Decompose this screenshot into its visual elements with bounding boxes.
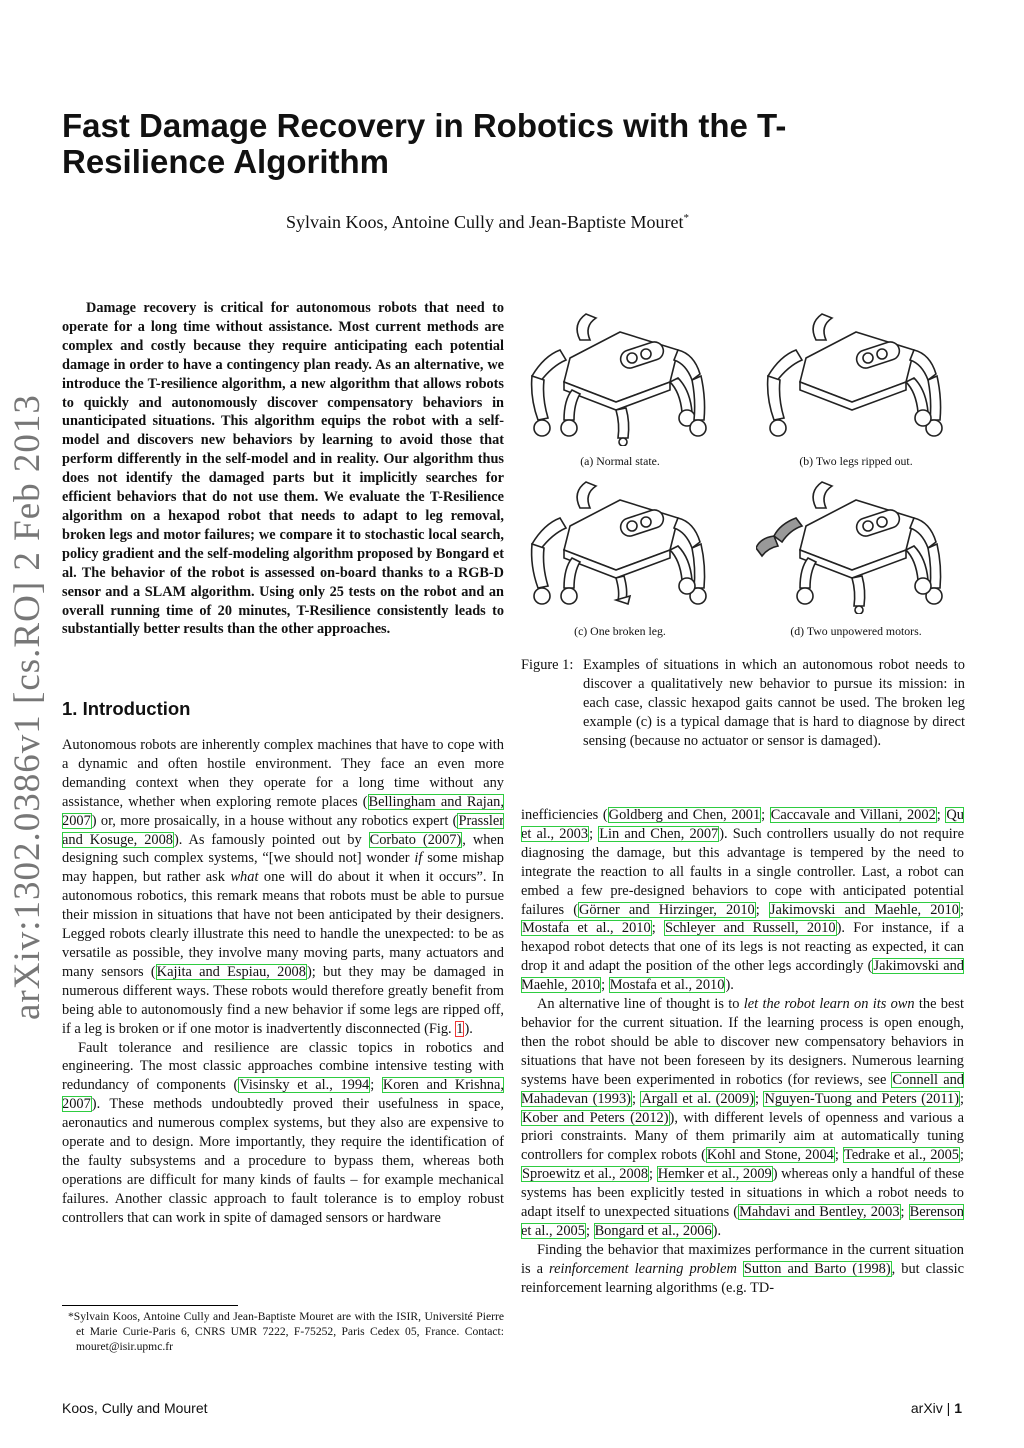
paper-title: Fast Damage Recovery in Robotics with the T-Resilience Algorithm bbox=[62, 107, 787, 180]
author-footnote-mark[interactable]: * bbox=[683, 212, 689, 224]
citation-link[interactable]: Koren and Krishna, 2007 bbox=[62, 1077, 504, 1113]
paragraph: inefficiencies (Goldberg and Chen, 2001; Caccavale and Villani, 2002; Qu et al., 2003; Lin and Chen, 2007). Such controllers usually do not require diagnosing the damage, but this advantage is tempered by the need to integrate the reaction to all faults in a single controller. Last, a robot can embed a few pre-designed behaviors to cope with anticipated potential failures (Görner and Hirzinger, 2010; Jakimovski and Maehle, 2010; Mostafa et al., 2010; Schleyer and Russell, 2010). For instance, if a hexapod robot detects that one of its legs is not reacting as expected, it can drop it and adapt the position of the other legs accordingly (Jakimovski and Maehle, 2010; Mostafa et al., 2010). bbox=[521, 807, 965, 994]
citation-link[interactable]: Tedrake et al., 2005 bbox=[843, 1147, 960, 1164]
hexapod-robot-unpowered-motors-image bbox=[756, 478, 956, 614]
citation-link[interactable]: Mostafa et al., 2010 bbox=[609, 977, 725, 994]
citation-link[interactable]: Qu et al., 2003 bbox=[521, 807, 964, 842]
paragraph: Autonomous robots are inherently complex machines that have to cope with a dynamic and often hostile environment. They face an even more demanding context when they operate for a long time without any assistance, whether when exploring remote places (Bellingham and Rajan, 2007) or, more prosaically, in a house without any robotics expert (Prassler and Kosuge, 2008). As famously pointed out by Corbato (2007), when designing such complex systems, “[we should not] wonder if some mishap may happen, but rather ask what one will do about it when it occurs”. In autonomous robotics, this remark means that robots must be able to pursue their mission in situations that have not been anticipated by their designers. Legged robots clearly illustrate this need to handle the unexpected: to be as versatile as possible, they involve many moving parts, many actuators and many sensors (Kajita and Espiau, 2008); but they may be damaged in numerous different ways. These robots would therefore greatly benefit from being able to autonomously find a new behavior if some legs are ripped off, if a leg is broken or if one motor is inadvertently disconnected (Fig. 1). bbox=[62, 737, 504, 1037]
citation-link[interactable]: Kajita and Espiau, 2008 bbox=[156, 963, 306, 980]
citation-link[interactable]: Kohl and Stone, 2004 bbox=[706, 1147, 834, 1164]
citation-link[interactable]: Bellingham and Rajan, 2007 bbox=[62, 793, 504, 829]
citation-link[interactable]: Sproewitz et al., 2008 bbox=[522, 1166, 649, 1183]
abstract: Damage recovery is critical for autonomous robots that need to operate for a long time without assistance. Most current methods are complex and costly because they require anticipating each potential damage in order to have a contingency plan ready. As an alternative, we introduce the T-resilience algorithm, a new algorithm that allows robots to quickly and autonomously discover compensatory behaviors in unanticipated situations. This algorithm equips the robot with a self-model and discovers new behaviors by learning to avoid those that perform differently in the self-model and in reality. Our algorithm thus does not identify the damaged parts but it implicitly searches for efficient behaviors that do not use them. We evaluate the T-Resilience algorithm on a hexapod robot that needs to adapt to leg removal, broken legs and motor failures; we compare it to stochastic local search, policy gradient and the self-modeling algorithm proposed by Bongard et al. The behavior of the robot is assessed on-board thanks to a RGB-D sensor and a SLAM algorithm. Using only 25 tests on the robot and an overall running time of 20 minutes, T-Resilience consistently leads to substantially better results than the other approaches. bbox=[62, 300, 504, 638]
citation-link[interactable]: Berenson et al., 2005 bbox=[521, 1204, 964, 1239]
citation-link[interactable]: Sutton and Barto (1998) bbox=[743, 1260, 891, 1277]
footer-venue: arXiv bbox=[910, 1400, 943, 1416]
paragraph: Finding the behavior that maximizes performance in the current situation is a reinforcement learning problem Sutton and Barto (1998), but classic reinforcement learning algorithms (e.g. TD- bbox=[521, 1241, 965, 1296]
figure-label: Figure 1: bbox=[521, 657, 574, 673]
citation-link[interactable]: Schleyer and Russell, 2010 bbox=[664, 920, 836, 937]
citation-link[interactable]: Visinsky et al., 1994 bbox=[239, 1077, 370, 1094]
page-number: 1 bbox=[954, 1400, 962, 1416]
citation-link[interactable]: Mahdavi and Bentley, 2003 bbox=[739, 1204, 900, 1221]
citation-link[interactable]: Caccavale and Villani, 2002 bbox=[770, 807, 936, 823]
footer-page-info bbox=[911, 1400, 962, 1416]
hexapod-robot-two-legs-removed-image bbox=[756, 310, 956, 446]
section-number: 1. bbox=[62, 698, 78, 719]
hexapod-robot-broken-leg-image bbox=[520, 478, 720, 614]
citation-link[interactable]: Lin and Chen, 2007 bbox=[599, 825, 719, 842]
citation-link[interactable]: Jakimovski and Maehle, 2010 bbox=[521, 958, 965, 994]
figure-1 bbox=[520, 300, 965, 650]
subcaption-c: (c) One broken leg. bbox=[574, 624, 666, 638]
citation-link[interactable]: Goldberg and Chen, 2001 bbox=[608, 807, 761, 823]
authors-text: Sylvain Koos, Antoine Cully and Jean-Baptiste Mouret bbox=[286, 212, 684, 232]
figure-caption bbox=[521, 656, 965, 751]
citation-link[interactable]: Corbato (2007) bbox=[369, 831, 462, 848]
citation-link[interactable]: Prassler and Kosuge, 2008 bbox=[62, 812, 504, 848]
hexapod-robot-normal-image bbox=[520, 310, 720, 446]
right-column-text bbox=[521, 806, 964, 1298]
citation-link[interactable]: Kober and Peters (2012) bbox=[522, 1109, 669, 1126]
citation-link[interactable]: Connell and Mahadevan (1993) bbox=[521, 1071, 964, 1107]
citation-link[interactable]: Jakimovski and Maehle, 2010 bbox=[769, 901, 959, 918]
citation-link[interactable]: Bongard et al., 2006 bbox=[594, 1222, 712, 1239]
footnote: *Sylvain Koos, Antoine Cully and Jean-Baptiste Mouret are with the ISIR, Université Pierre et Marie Curie-Paris 6, CNRS UMR 7222, F-75252, Paris Cedex 05, France. Contact: mouret@isir.upmc.fr bbox=[68, 1310, 504, 1353]
figure-caption-text: Examples of situations in which an autonomous robot needs to discover a qualitatively new behavior to pursue its mission: in each case, classic hexapod gaits cannot be used. The broken leg example (c) is a typical damage that is hard to diagnose by direct sensing (because no actuator or sensor is damaged). bbox=[583, 657, 965, 749]
citation-link[interactable]: Mostafa et al., 2010 bbox=[522, 920, 651, 937]
citation-link[interactable]: Argall et al. (2009) bbox=[641, 1090, 754, 1107]
arxiv-identifier: arXiv:1302.0386v1 [cs.RO] 2 Feb 2013 bbox=[7, 394, 48, 1020]
paragraph: An alternative line of thought is to let the robot learn on its own the best behavior for the current situation. If the learning process is open enough, then the robot should be able to discover new compensatory behaviors in situations that have not been foreseen by its designers. Numerous learning systems have been experimented in robotics (for reviews, see Connell and Mahadevan (1993); Argall et al. (2009); Nguyen-Tuong and Peters (2011); Kober and Peters (2012)), with different levels of openness and various a priori constraints. Many of them primarily aim at automatically tuning controllers for complex robots (Kohl and Stone, 2004; Tedrake et al., 2005; Sproewitz et al., 2008; Hemker et al., 2009) whereas only a handful of these systems has been explicitly tested in situations in which a robot needs to adapt itself to unexpected situations (Mahdavi and Bentley, 2003; Berenson et al., 2005; Bongard et al., 2006). bbox=[521, 996, 965, 1239]
footnote-rule bbox=[62, 1305, 238, 1306]
citation-link[interactable]: Nguyen-Tuong and Peters (2011) bbox=[764, 1090, 959, 1107]
citation-link[interactable]: Hemker et al., 2009 bbox=[657, 1166, 772, 1183]
subcaption-d: (d) Two unpowered motors. bbox=[790, 624, 922, 638]
footer-separator: | bbox=[946, 1400, 951, 1416]
section-heading-introduction bbox=[62, 698, 190, 720]
subcaption-a: (a) Normal state. bbox=[580, 454, 660, 468]
citation-link[interactable]: Görner and Hirzinger, 2010 bbox=[579, 901, 755, 918]
section-title: Introduction bbox=[82, 698, 191, 719]
author-list bbox=[286, 212, 689, 233]
subcaption-b: (b) Two legs ripped out. bbox=[799, 454, 913, 468]
footer-authors: Koos, Cully and Mouret bbox=[62, 1400, 208, 1416]
left-column-text bbox=[62, 736, 504, 1228]
figure-reference-link[interactable]: 1 bbox=[456, 1020, 464, 1037]
paragraph: Fault tolerance and resilience are classic topics in robotics and engineering. The most classic approaches combine intensive testing with redundancy of components (Visinsky et al., 1994; Koren and Krishna, 2007). These methods undoubtedly proved their usefulness in space, aeronautics and numerous complex systems, but they also are expensive to operate and to design. More importantly, they require the identification of the faulty subsystems and a procedure to bypass them, whereas both operations are difficult for many kinds of faults – for example mechanical failures. Another classic approach to fault tolerance is to employ robust controllers that can work in spite of damaged sensors or hardware bbox=[62, 1039, 504, 1226]
